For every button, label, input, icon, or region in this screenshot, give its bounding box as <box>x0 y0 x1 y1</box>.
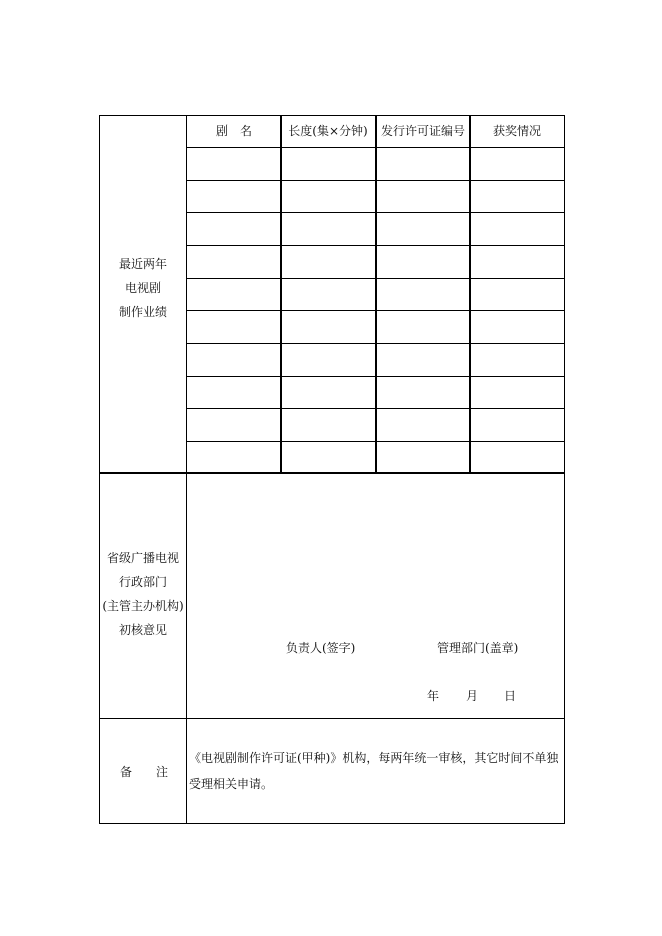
grid-col-divider-3 <box>469 115 471 473</box>
date-month: 月 <box>466 689 479 703</box>
date-year: 年 <box>427 689 440 703</box>
header-awards: 获奖情况 <box>492 124 541 138</box>
label-line: 初核意见 <box>118 623 167 637</box>
remarks-text: 《电视剧制作许可证(甲种)》机构，每两年统一审核，其它时间不单独受理相关申请。 <box>189 751 559 791</box>
label-line: 制作业绩 <box>118 305 167 319</box>
row-line <box>186 343 565 344</box>
label-line: 行政部门 <box>118 575 167 589</box>
row-line <box>186 180 565 181</box>
section-divider-1 <box>99 472 565 474</box>
row-line <box>186 310 565 311</box>
label-line: 省级广播电视 <box>106 551 179 565</box>
header-license-number: 发行许可证编号 <box>380 124 465 138</box>
row-line <box>186 278 565 279</box>
header-title: 剧 名 <box>215 124 252 138</box>
remarks-label: 备 注 <box>120 765 169 779</box>
row-line <box>186 408 565 409</box>
header-length: 长度(集×分钟) <box>288 124 368 138</box>
row-line <box>186 212 565 213</box>
date-day: 日 <box>504 689 517 703</box>
label-line: 电视剧 <box>124 281 161 295</box>
row-line <box>186 441 565 442</box>
row-line <box>186 376 565 377</box>
seal-label: 管理部门(盖章) <box>437 641 519 655</box>
row-line <box>186 147 565 148</box>
row-line <box>186 245 565 246</box>
signer-label: 负责人(签字) <box>286 641 356 655</box>
recent-work-label <box>100 252 186 324</box>
label-line: (主管主办机构) <box>102 599 184 613</box>
label-line: 最近两年 <box>118 257 167 271</box>
grid-col-divider-1 <box>280 115 282 473</box>
review-opinion-label <box>100 546 186 642</box>
section-divider-2 <box>99 718 565 719</box>
grid-col-divider-2 <box>375 115 377 473</box>
